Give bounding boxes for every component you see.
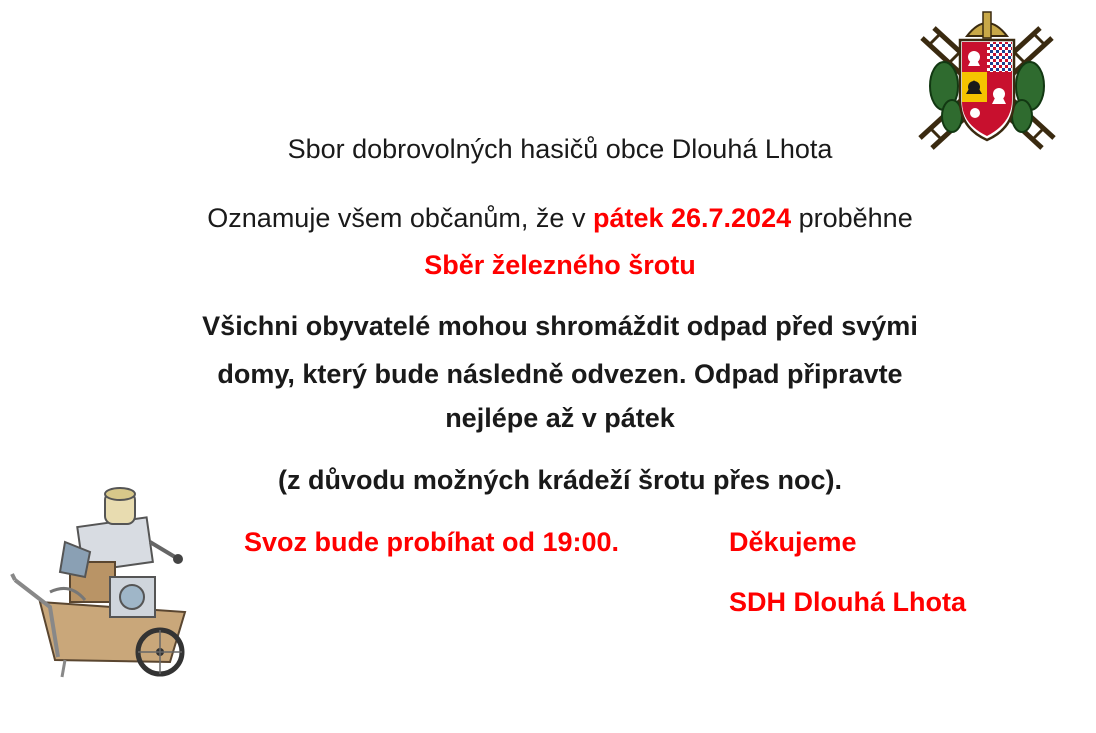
announcement-line — [0, 203, 1096, 234]
body-line-4: (z důvodu možných krádeží šrotu přes noc). — [277, 465, 843, 495]
scrap-metal-cart-icon — [10, 482, 195, 682]
pickup-time-text: Svoz bude probíhat od 19:00. — [244, 527, 620, 557]
organization-text: Sbor dobrovolných hasičů obce Dlouhá Lhota — [287, 134, 833, 164]
organization-name — [0, 134, 1096, 165]
announcement-prefix: Oznamuje všem občanům, že v — [207, 203, 593, 233]
body-line-3: nejlépe až v pátek — [445, 403, 675, 433]
thanks-text: Děkujeme — [729, 527, 857, 557]
event-title: Sběr železného šrotu — [424, 250, 696, 280]
announcement-suffix: proběhne — [791, 203, 913, 233]
body-line-1: Všichni obyvatelé mohou shromáždit odpad před svými — [202, 311, 918, 341]
event-date: pátek 26.7.2024 — [592, 203, 792, 233]
body-line-2: domy, který bude následně odvezen. Odpad připravte — [217, 359, 903, 389]
signature-text: SDH Dlouhá Lhota — [729, 587, 966, 617]
